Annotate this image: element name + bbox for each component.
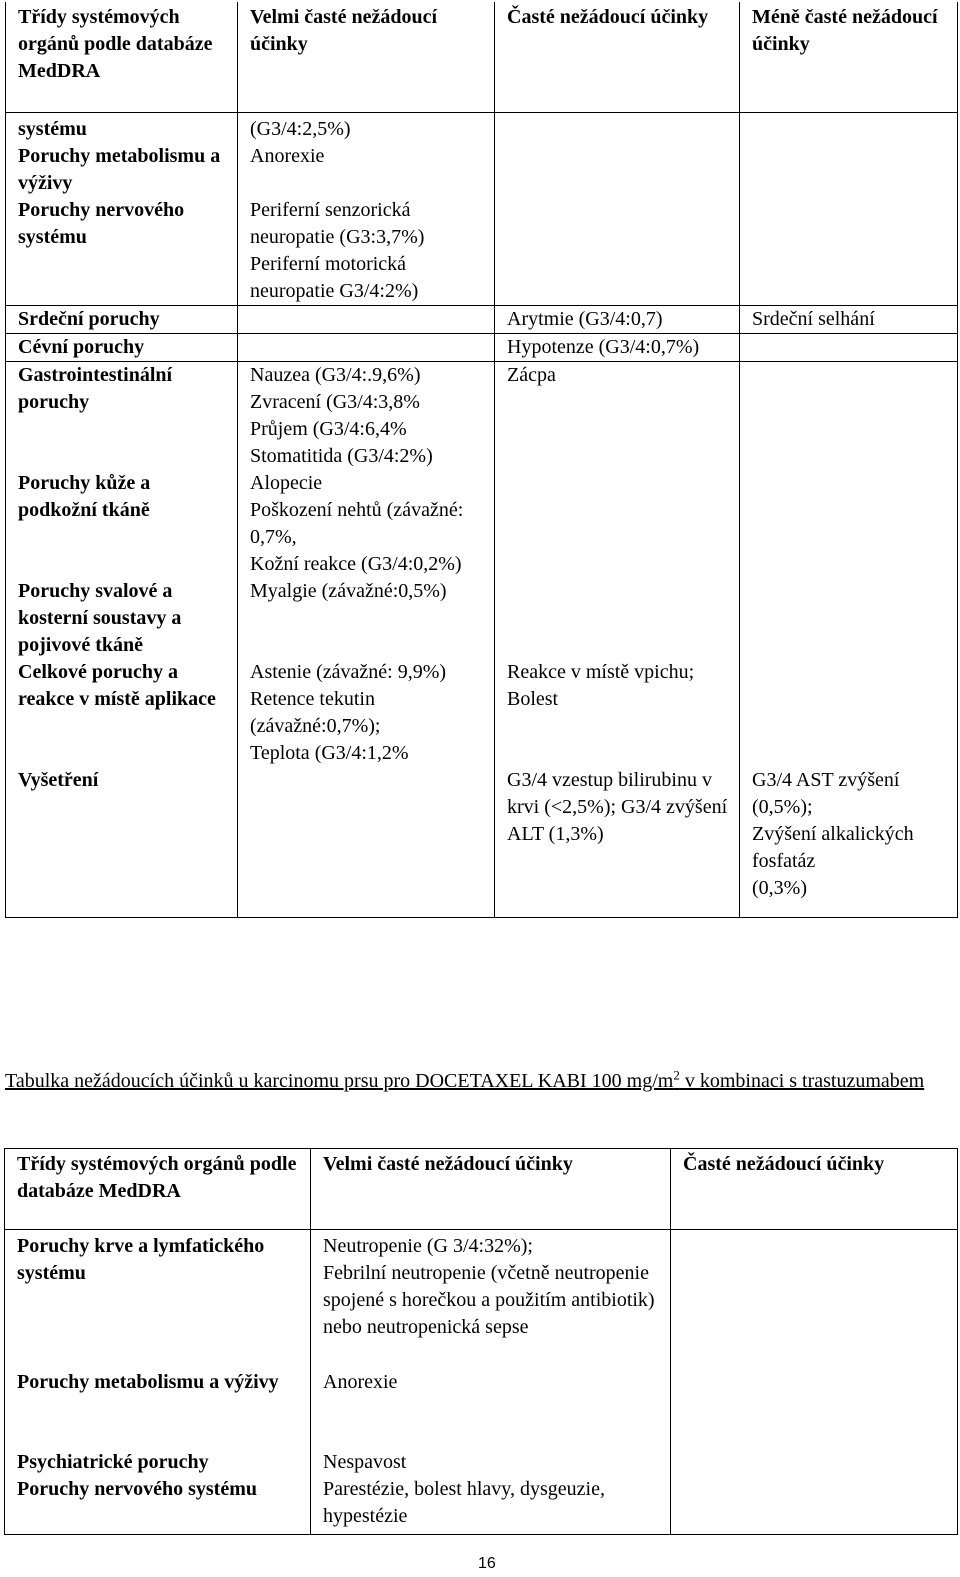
uncommon-cell: [740, 113, 958, 144]
very-common-cell: Anorexie: [311, 1369, 671, 1449]
common-cell: [671, 1230, 958, 1370]
common-cell: Hypotenze (G3/4:0,7%): [495, 334, 740, 362]
organ-class-cell: Poruchy svalové a kosterní soustavy a pojivové tkáně: [6, 578, 238, 659]
table-row: [6, 659, 958, 767]
table-header-row: [6, 2, 958, 113]
organ-class-cell: Gastrointestinální poruchy: [6, 362, 238, 471]
very-common-cell: [238, 334, 495, 362]
common-cell: [671, 1369, 958, 1449]
organ-class-cell: Srdeční poruchy: [6, 306, 238, 334]
table-row: [5, 1230, 958, 1370]
organ-class-cell: Poruchy nervového systému: [6, 197, 238, 306]
uncommon-cell: [740, 362, 958, 471]
uncommon-cell: [740, 470, 958, 578]
header-organ-class: Třídy systémových orgánů podle databáze MedDRA: [5, 1149, 311, 1230]
common-cell: [495, 197, 740, 306]
organ-class-cell: Vyšetření: [6, 767, 238, 918]
table-row: [6, 578, 958, 659]
very-common-cell: Myalgie (závažné:0,5%): [238, 578, 495, 659]
uncommon-cell: Srdeční selhání: [740, 306, 958, 334]
table-caption: [5, 1068, 950, 1095]
table-header-row: [5, 1149, 958, 1230]
very-common-cell: (G3/4:2,5%): [238, 113, 495, 144]
organ-class-cell: Psychiatrické poruchy: [5, 1449, 311, 1476]
header-common: Časté nežádoucí účinky: [495, 2, 740, 113]
table-row: [6, 334, 958, 362]
adverse-effects-table-2: [4, 1148, 958, 1535]
uncommon-cell: [740, 659, 958, 767]
organ-class-cell: Cévní poruchy: [6, 334, 238, 362]
uncommon-cell: [740, 197, 958, 306]
table-row: [5, 1449, 958, 1476]
table-row: [5, 1369, 958, 1449]
very-common-cell: Nespavost: [311, 1449, 671, 1476]
organ-class-cell: Celkové poruchy a reakce v místě aplikace: [6, 659, 238, 767]
header-uncommon: Méně časté nežádoucí účinky: [740, 2, 958, 113]
uncommon-cell: [740, 143, 958, 197]
page-number: 16: [478, 1555, 496, 1572]
table-row: [6, 113, 958, 144]
common-cell: [671, 1449, 958, 1476]
organ-class-cell: Poruchy kůže a podkožní tkáně: [6, 470, 238, 578]
table-row: [6, 362, 958, 471]
header-very-common: Velmi časté nežádoucí účinky: [311, 1149, 671, 1230]
uncommon-cell: [740, 578, 958, 659]
very-common-cell: Neutropenie (G 3/4:32%); Febrilní neutropenie (včetně neutropenie spojené s horečkou a použitím antibiotik) nebo neutropenická sepse: [311, 1230, 671, 1370]
organ-class-cell: systému: [6, 113, 238, 144]
caption-superscript: 2: [673, 1067, 680, 1083]
table-row: [6, 767, 958, 918]
common-cell: [495, 113, 740, 144]
adverse-effects-table-1: [5, 2, 958, 918]
table-row: [5, 1476, 958, 1534]
very-common-cell: Anorexie: [238, 143, 495, 197]
uncommon-cell: [740, 334, 958, 362]
table-row: [6, 143, 958, 197]
common-cell: G3/4 vzestup bilirubinu v krvi (<2,5%); G3/4 zvýšení ALT (1,3%): [495, 767, 740, 918]
common-cell: [495, 578, 740, 659]
common-cell: [495, 143, 740, 197]
very-common-cell: Astenie (závažné: 9,9%) Retence tekutin (závažné:0,7%); Teplota (G3/4:1,2%: [238, 659, 495, 767]
very-common-cell: Periferní senzorická neuropatie (G3:3,7%) Periferní motorická neuropatie G3/4:2%): [238, 197, 495, 306]
caption-text: Tabulka nežádoucích účinků u karcinomu prsu pro DOCETAXEL KABI 100 mg/m: [5, 1070, 674, 1092]
header-organ-class: Třídy systémových orgánů podle databáze MedDRA: [6, 2, 238, 113]
header-common: Časté nežádoucí účinky: [671, 1149, 958, 1230]
common-cell: [495, 470, 740, 578]
common-cell: Zácpa: [495, 362, 740, 471]
organ-class-cell: Poruchy krve a lymfatického systému: [5, 1230, 311, 1370]
common-cell: Reakce v místě vpichu; Bolest: [495, 659, 740, 767]
table-row: [6, 197, 958, 306]
table-row: [6, 470, 958, 578]
organ-class-cell: Poruchy metabolismu a výživy: [6, 143, 238, 197]
table-row: [6, 306, 958, 334]
very-common-cell: Alopecie Poškození nehtů (závažné: 0,7%, Kožní reakce (G3/4:0,2%): [238, 470, 495, 578]
very-common-cell: Parestézie, bolest hlavy, dysgeuzie, hypestézie: [311, 1476, 671, 1534]
organ-class-cell: Poruchy nervového systému: [5, 1476, 311, 1534]
uncommon-cell: G3/4 AST zvýšení (0,5%); Zvýšení alkalických fosfatáz (0,3%): [740, 767, 958, 918]
very-common-cell: [238, 767, 495, 918]
very-common-cell: Nauzea (G3/4:.9,6%) Zvracení (G3/4:3,8% Průjem (G3/4:6,4% Stomatitida (G3/4:2%): [238, 362, 495, 471]
organ-class-cell: Poruchy metabolismu a výživy: [5, 1369, 311, 1449]
caption-text-continued: v kombinaci s trastuzumabem: [679, 1070, 925, 1092]
header-very-common: Velmi časté nežádoucí účinky: [238, 2, 495, 113]
common-cell: Arytmie (G3/4:0,7): [495, 306, 740, 334]
common-cell: [671, 1476, 958, 1534]
very-common-cell: [238, 306, 495, 334]
